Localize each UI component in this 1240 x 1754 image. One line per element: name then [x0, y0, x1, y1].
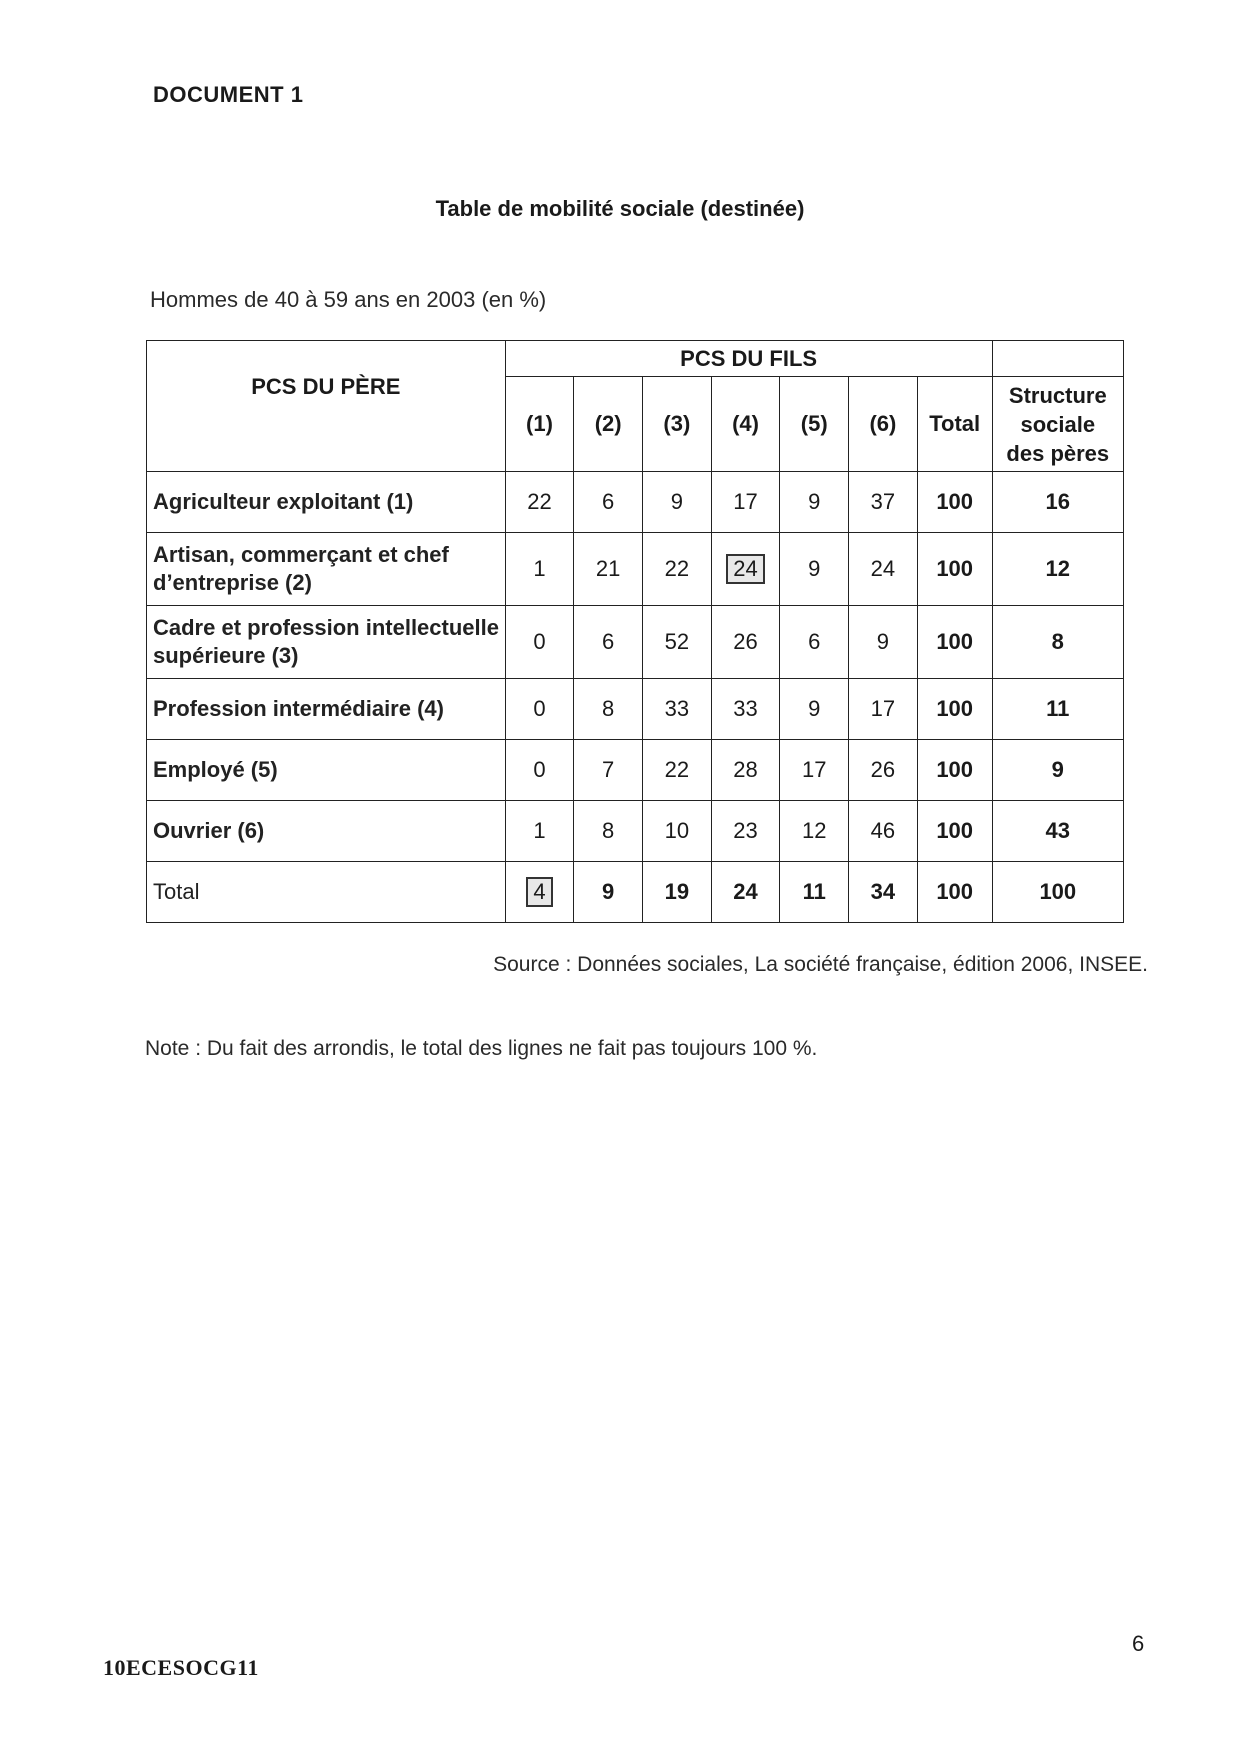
row-label: Agriculteur exploitant (1) [147, 472, 506, 533]
table-cell: 52 [643, 606, 712, 679]
group-header: PCS DU FILS [505, 341, 992, 377]
table-cell: 9 [574, 862, 643, 923]
structure-cell: 8 [992, 606, 1123, 679]
table-cell: 26 [849, 740, 918, 801]
table-cell: 28 [711, 740, 780, 801]
table-cell: 7 [574, 740, 643, 801]
table-cell: 33 [643, 679, 712, 740]
row-label: Artisan, commerçant et chef d’entreprise (2) [147, 533, 506, 606]
row-label: Profession intermédiaire (4) [147, 679, 506, 740]
structure-header-line: Structure [1008, 382, 1107, 408]
table-cell: 9 [643, 472, 712, 533]
col-header-3: (3) [643, 377, 712, 472]
corner-header: PCS DU PÈRE [147, 341, 506, 472]
table-cell: 100 [917, 533, 992, 606]
table-cell: 8 [574, 801, 643, 862]
table-cell: 100 [917, 472, 992, 533]
table-cell: 0 [505, 740, 574, 801]
table-cell: 100 [917, 679, 992, 740]
table-cell: 9 [780, 533, 849, 606]
col-header-5: (5) [780, 377, 849, 472]
table-cell: 24 [849, 533, 918, 606]
mobility-table [146, 340, 1124, 923]
table-cell: 22 [643, 533, 712, 606]
table-row [147, 533, 1124, 606]
table-cell: 100 [917, 862, 992, 923]
table-cell: 24 [711, 862, 780, 923]
table-cell: 17 [849, 679, 918, 740]
row-label: Cadre et profession intellectuelle supérieure (3) [147, 606, 506, 679]
table-cell: 34 [849, 862, 918, 923]
rounding-note: Note : Du fait des arrondis, le total des lignes ne fait pas toujours 100 %. [145, 1037, 818, 1060]
table-cell: 0 [505, 679, 574, 740]
document-label: DOCUMENT 1 [153, 82, 304, 107]
table-cell: 17 [711, 472, 780, 533]
table-cell: 100 [917, 801, 992, 862]
structure-header-line: sociale [1020, 411, 1096, 437]
col-header-1: (1) [505, 377, 574, 472]
table-cell [505, 862, 574, 923]
table-cell: 9 [780, 472, 849, 533]
highlighted-value: 24 [726, 554, 764, 584]
structure-cell: 43 [992, 801, 1123, 862]
table-cell: 9 [849, 606, 918, 679]
table-cell: 12 [780, 801, 849, 862]
table-cell: 10 [643, 801, 712, 862]
structure-header [992, 377, 1123, 472]
table-row [147, 862, 1124, 923]
table-cell: 26 [711, 606, 780, 679]
table-cell [711, 533, 780, 606]
table-cell: 100 [917, 606, 992, 679]
footer-code: 10ECESOCG11 [103, 1655, 259, 1680]
table-cell: 6 [780, 606, 849, 679]
table-cell: 19 [643, 862, 712, 923]
table-cell: 6 [574, 472, 643, 533]
col-header-2: (2) [574, 377, 643, 472]
structure-cell: 100 [992, 862, 1123, 923]
table-cell: 1 [505, 801, 574, 862]
structure-cell: 9 [992, 740, 1123, 801]
table-row [147, 472, 1124, 533]
table-cell: 22 [643, 740, 712, 801]
col-header-4: (4) [711, 377, 780, 472]
table-body [147, 472, 1124, 923]
source-note: Source : Données sociales, La société française, édition 2006, INSEE. [493, 953, 1148, 976]
table-cell: 17 [780, 740, 849, 801]
table-cell: 37 [849, 472, 918, 533]
table-cell: 22 [505, 472, 574, 533]
table-row [147, 801, 1124, 862]
table-cell: 23 [711, 801, 780, 862]
table-cell: 9 [780, 679, 849, 740]
table-cell: 8 [574, 679, 643, 740]
table-row [147, 606, 1124, 679]
col-header-6: (6) [849, 377, 918, 472]
col-header-total: Total [917, 377, 992, 472]
row-label: Total [147, 862, 506, 923]
table-subtitle: Hommes de 40 à 59 ans en 2003 (en %) [150, 287, 547, 312]
table-cell: 21 [574, 533, 643, 606]
table-cell: 1 [505, 533, 574, 606]
structure-header-line: des pères [1006, 440, 1110, 466]
row-label: Employé (5) [147, 740, 506, 801]
table-cell: 11 [780, 862, 849, 923]
table-cell: 100 [917, 740, 992, 801]
table-cell: 6 [574, 606, 643, 679]
table-row [147, 679, 1124, 740]
structure-cell: 12 [992, 533, 1123, 606]
structure-cell: 16 [992, 472, 1123, 533]
empty-header-cell [992, 341, 1123, 377]
highlighted-value: 4 [526, 877, 552, 907]
table-cell: 33 [711, 679, 780, 740]
structure-cell: 11 [992, 679, 1123, 740]
row-label: Ouvrier (6) [147, 801, 506, 862]
table-row [147, 740, 1124, 801]
table-cell: 46 [849, 801, 918, 862]
page-number: 6 [1132, 1631, 1145, 1656]
table-cell: 0 [505, 606, 574, 679]
table-title: Table de mobilité sociale (destinée) [435, 196, 805, 221]
